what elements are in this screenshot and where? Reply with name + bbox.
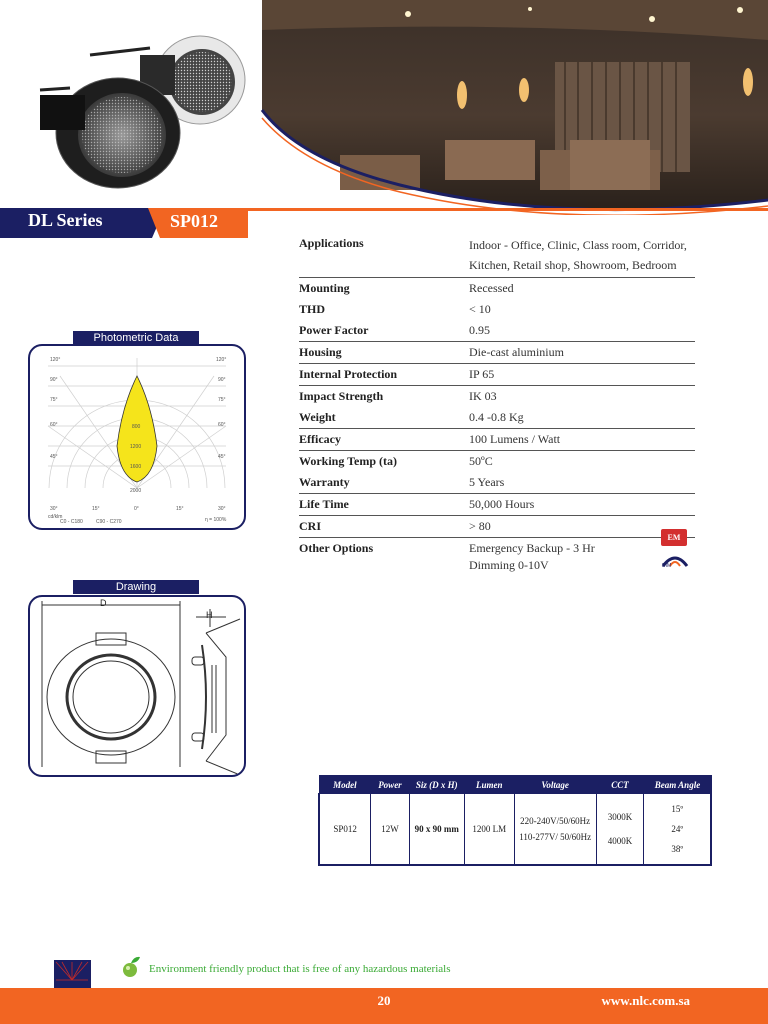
spec-row bbox=[299, 451, 695, 473]
beam-1: 15º bbox=[671, 804, 684, 814]
col-model: Model bbox=[319, 776, 371, 794]
spec-value-line: IK 03 bbox=[469, 389, 497, 403]
spec-value bbox=[469, 364, 695, 386]
angle-left-4: 60° bbox=[50, 422, 58, 428]
beam-3: 38º bbox=[671, 844, 684, 854]
technical-drawing bbox=[30, 597, 244, 775]
hero-banner bbox=[0, 0, 768, 215]
spec-label: Efficacy bbox=[299, 429, 469, 451]
spec-label: Housing bbox=[299, 342, 469, 364]
voltage-2: 110-277V/ 50/60Hz bbox=[519, 832, 592, 842]
bottom-angle-3: 0° bbox=[134, 506, 139, 512]
spec-value-line: 50ºC bbox=[469, 454, 493, 468]
dim-badge-icon bbox=[660, 552, 690, 568]
spec-value bbox=[469, 342, 695, 364]
beam-2: 24º bbox=[671, 824, 684, 834]
bottom-angle-1: 30° bbox=[50, 506, 58, 512]
spec-value bbox=[469, 472, 695, 494]
spec-value bbox=[469, 386, 695, 408]
eco-leaf-icon bbox=[120, 955, 142, 979]
cell-beam bbox=[644, 794, 711, 866]
cct-1: 3000K bbox=[607, 812, 633, 822]
spec-value-line: 0.4 -0.8 Kg bbox=[469, 410, 524, 424]
angle-right-3: 75° bbox=[218, 397, 226, 403]
spec-label: Mounting bbox=[299, 281, 350, 295]
spec-label: Internal Protection bbox=[299, 364, 469, 386]
spec-label: Power Factor bbox=[299, 320, 469, 342]
bottom-angle-5: 30° bbox=[218, 506, 226, 512]
angle-left-3: 75° bbox=[50, 397, 58, 403]
spec-value-line: IP 65 bbox=[469, 367, 495, 381]
spec-value bbox=[469, 407, 695, 429]
spec-row bbox=[299, 342, 695, 364]
spec-label: Working Temp (ta) bbox=[299, 454, 398, 468]
dimension-d-label: D bbox=[100, 598, 107, 608]
angle-right-1: 120° bbox=[216, 357, 227, 363]
em-badge: EM bbox=[661, 529, 687, 546]
spec-row bbox=[299, 516, 695, 538]
spec-row bbox=[299, 494, 695, 516]
angle-left-2: 90° bbox=[50, 377, 58, 383]
angle-right-2: 90° bbox=[218, 377, 226, 383]
spec-label: Impact Strength bbox=[299, 389, 384, 403]
drawing-panel bbox=[28, 595, 246, 777]
col-cct: CCT bbox=[596, 776, 644, 794]
spec-row bbox=[299, 386, 695, 408]
legend-unit: cd/klm bbox=[48, 514, 63, 520]
legend-eta: η = 100% bbox=[205, 517, 227, 523]
spec-value bbox=[469, 233, 695, 278]
downlight-product-photo bbox=[40, 36, 245, 188]
col-size: Siz (D x H) bbox=[409, 776, 464, 794]
cell-size: 90 x 90 mm bbox=[409, 794, 464, 866]
spec-value-line: > 80 bbox=[469, 519, 491, 533]
spec-label: Applications bbox=[299, 233, 469, 278]
col-voltage: Voltage bbox=[514, 776, 596, 794]
spec-table bbox=[299, 233, 695, 576]
bottom-angle-2: 15° bbox=[92, 506, 100, 512]
spec-value-line: Recessed bbox=[469, 281, 514, 295]
cell-voltage bbox=[514, 794, 596, 866]
spec-row bbox=[299, 472, 695, 494]
eco-statement: Environment friendly product that is free of any hazardous materials bbox=[149, 963, 451, 975]
angle-left-1: 120° bbox=[50, 357, 61, 363]
cell-lumen: 1200 LM bbox=[464, 794, 514, 866]
spec-label: Other Options bbox=[299, 541, 374, 555]
voltage-1: 220-240V/50/60Hz bbox=[520, 816, 591, 826]
legend-c0: C0 - C180 bbox=[60, 519, 83, 525]
spec-value bbox=[469, 320, 695, 342]
spec-row bbox=[299, 364, 695, 386]
cell-model: SP012 bbox=[319, 794, 371, 866]
spec-value-line: Die-cast aluminium bbox=[469, 345, 564, 359]
angle-right-4: 60° bbox=[218, 422, 226, 428]
drawing-title: Drawing bbox=[73, 580, 199, 594]
website-link[interactable]: www.nlc.com.sa bbox=[601, 993, 690, 1008]
spec-value-line: Kitchen, Retail shop, Showroom, Bedroom bbox=[469, 258, 677, 272]
spec-row bbox=[299, 278, 695, 300]
spec-row bbox=[299, 299, 695, 320]
cell-power: 12W bbox=[371, 794, 409, 866]
series-title: DL Series bbox=[28, 210, 103, 230]
spec-value bbox=[469, 278, 695, 300]
spec-value bbox=[469, 451, 695, 473]
bottom-angle-4: 15° bbox=[176, 506, 184, 512]
legend-c90: C90 - C270 bbox=[96, 519, 122, 525]
spec-label: Weight bbox=[299, 407, 469, 429]
intensity-2000: 2000 bbox=[130, 488, 142, 494]
spec-value-line: 0.95 bbox=[469, 323, 490, 337]
spec-value-line: 5 Years bbox=[469, 475, 505, 489]
spec-row bbox=[299, 407, 695, 429]
spec-value bbox=[469, 494, 695, 516]
polar-diagram bbox=[30, 346, 244, 528]
angle-right-5: 45° bbox=[218, 454, 226, 460]
page-number: 20 bbox=[377, 993, 391, 1008]
spec-value-line: Dimming 0-10V bbox=[469, 558, 549, 572]
cct-2: 4000K bbox=[607, 836, 633, 846]
spec-value-line: Indoor - Office, Clinic, Class room, Corridor, bbox=[469, 238, 687, 252]
spec-value-line: 50,000 Hours bbox=[469, 497, 535, 511]
table-row bbox=[319, 794, 711, 866]
spec-value-line: 100 Lumens / Watt bbox=[469, 432, 561, 446]
spec-row bbox=[299, 429, 695, 451]
spec-row bbox=[299, 538, 695, 577]
spec-row bbox=[299, 320, 695, 342]
model-tag: SP012 bbox=[170, 211, 219, 231]
dim-badge-label: DIM bbox=[662, 563, 672, 568]
photometric-panel bbox=[28, 344, 246, 530]
spec-row bbox=[299, 233, 695, 278]
spec-label: CRI bbox=[299, 516, 469, 538]
photometric-title: Photometric Data bbox=[73, 331, 199, 345]
col-power: Power bbox=[371, 776, 409, 794]
dimension-h-label: H bbox=[206, 610, 213, 620]
spec-label: Life Time bbox=[299, 494, 469, 516]
col-lumen: Lumen bbox=[464, 776, 514, 794]
cell-cct bbox=[596, 794, 644, 866]
intensity-800: 800 bbox=[132, 424, 141, 430]
intensity-1600: 1600 bbox=[130, 464, 142, 470]
col-beam: Beam Angle bbox=[644, 776, 711, 794]
product-table bbox=[318, 775, 712, 866]
spec-label: Warranty bbox=[299, 472, 469, 494]
spec-value-line: < 10 bbox=[469, 302, 491, 316]
angle-left-5: 45° bbox=[50, 454, 58, 460]
spec-value-line: Emergency Backup - 3 Hr bbox=[469, 541, 595, 555]
spec-label: THD bbox=[299, 302, 326, 316]
spec-value bbox=[469, 299, 695, 320]
spec-value bbox=[469, 429, 695, 451]
intensity-1200: 1200 bbox=[130, 444, 142, 450]
